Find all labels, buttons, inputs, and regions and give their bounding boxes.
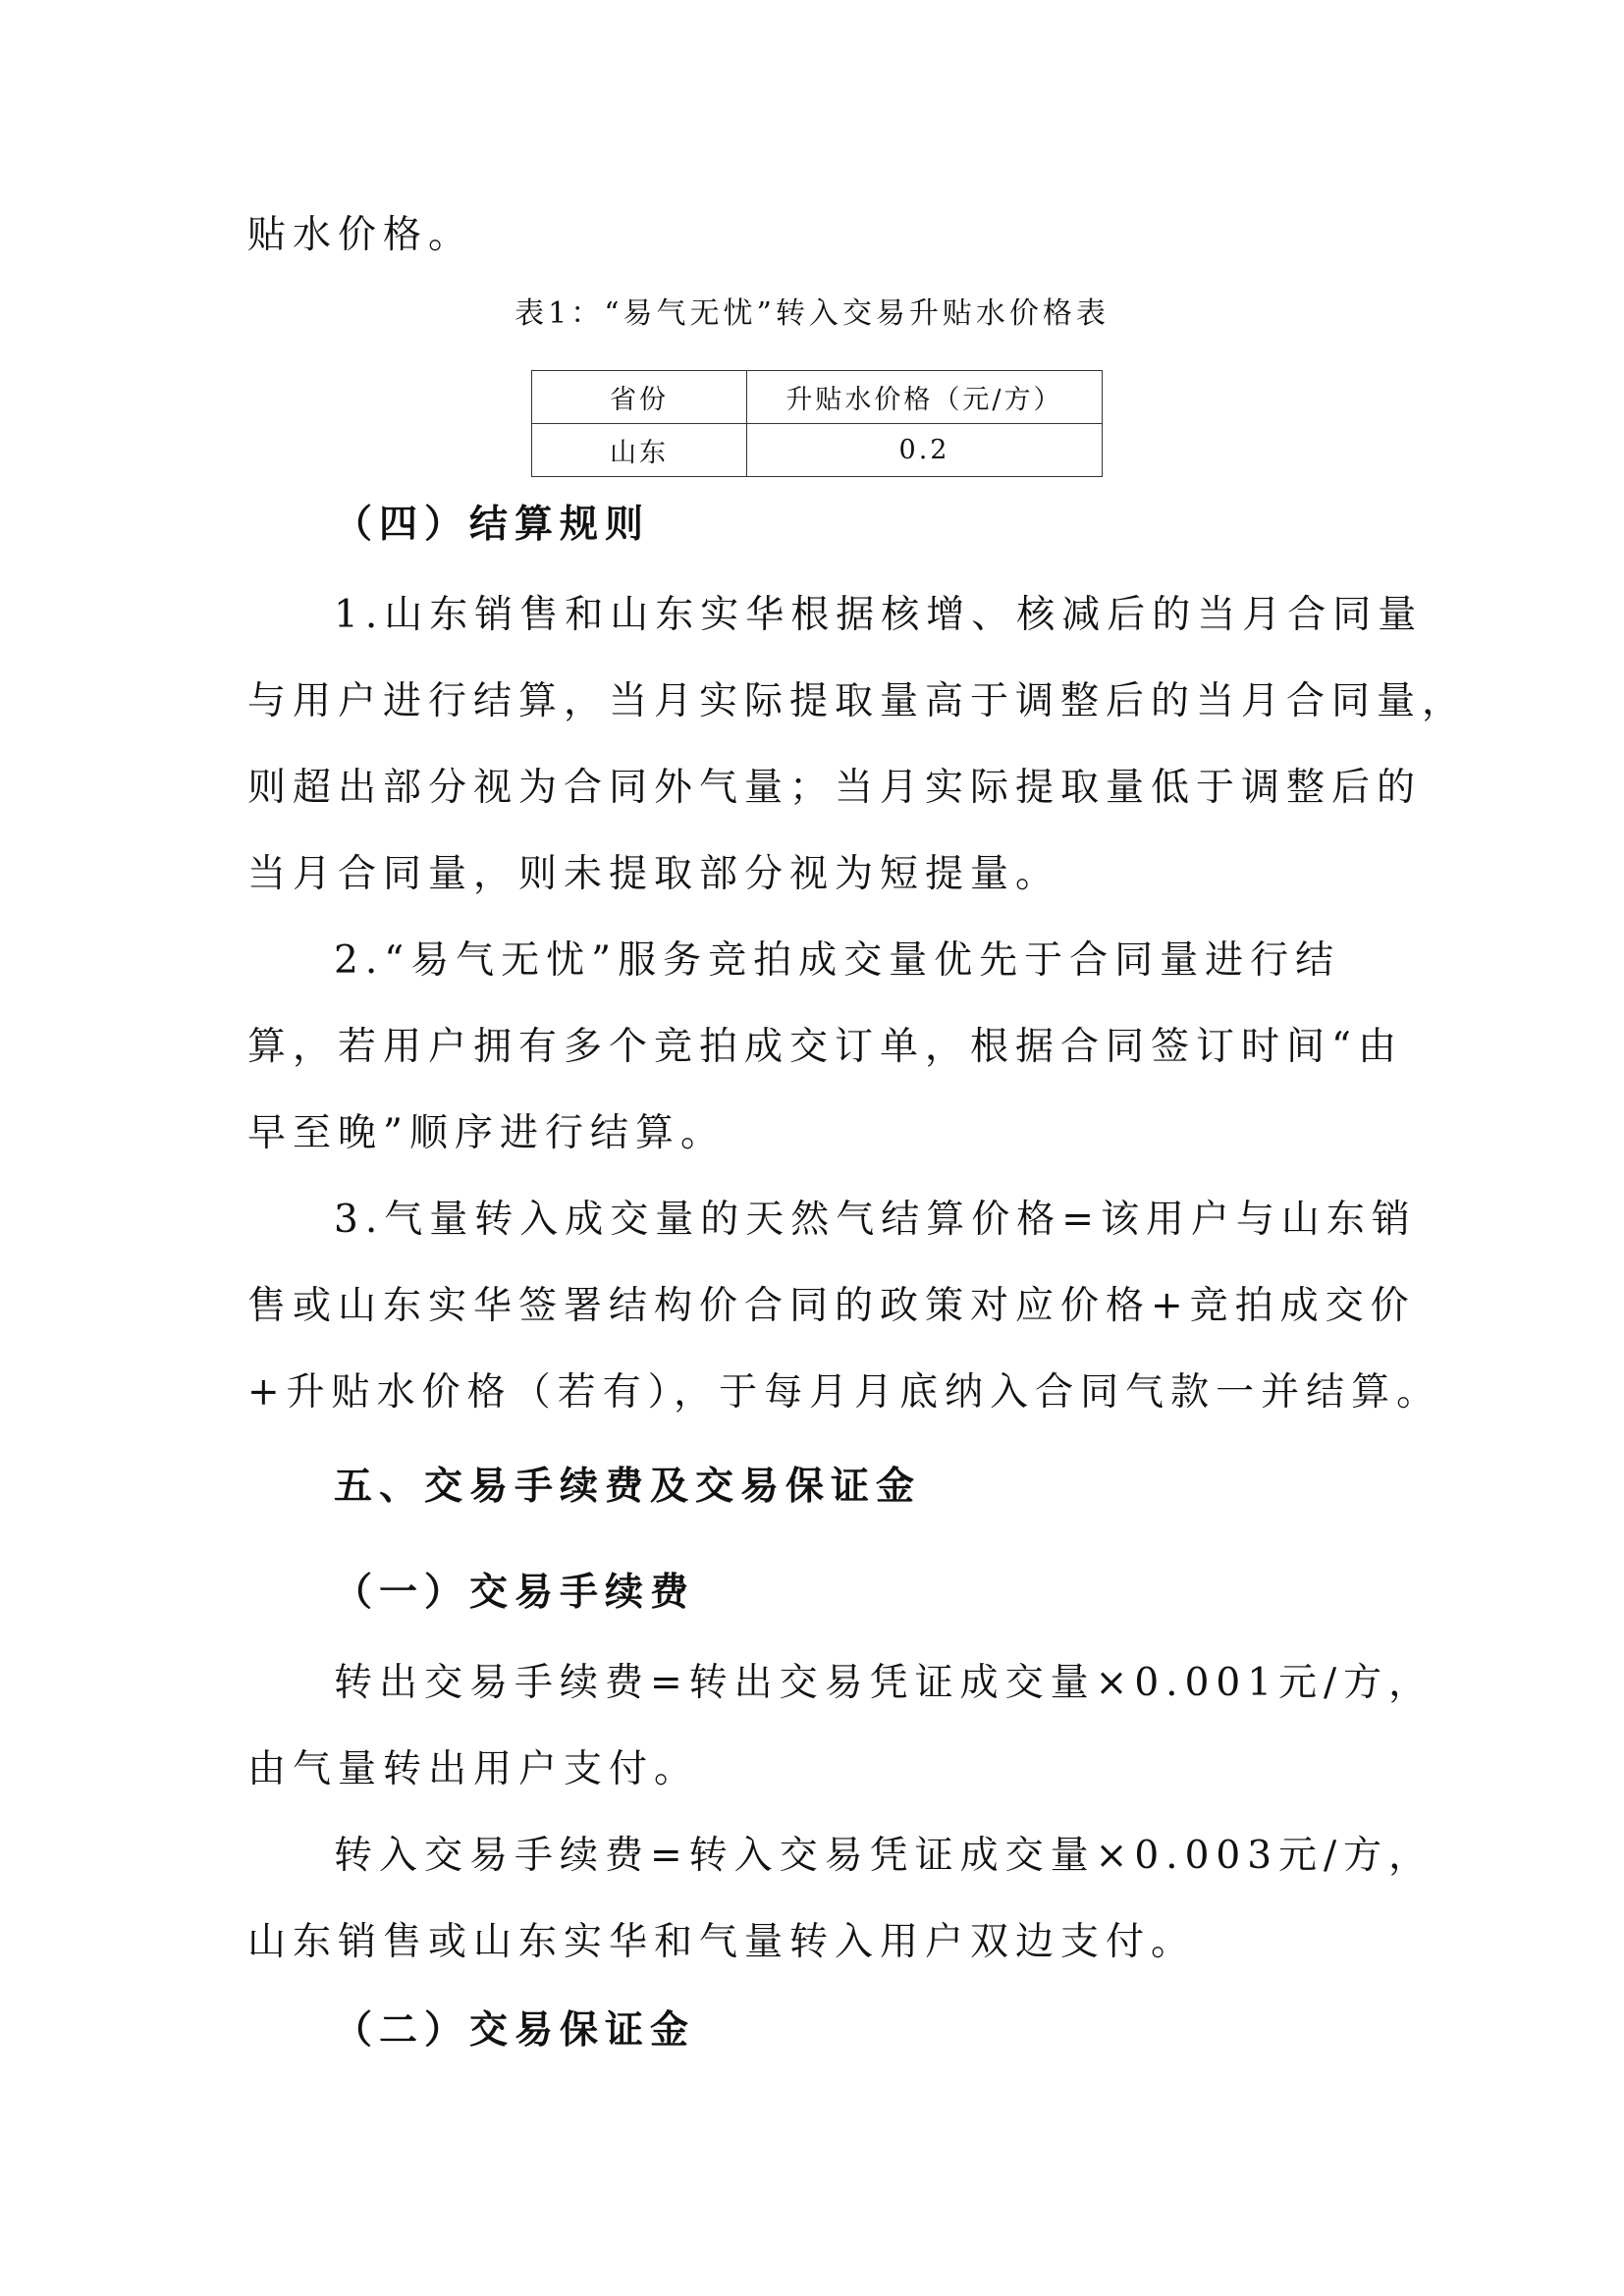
table-row xyxy=(532,424,1103,477)
text-line: 早至晚”顺序进行结算。 xyxy=(247,1111,726,1155)
table-cell: 山东 xyxy=(532,424,747,477)
text-line: 3.气量转入成交量的天然气结算价格=该用户与山东销 xyxy=(334,1198,1417,1242)
text-line: 由气量转出用户支付。 xyxy=(247,1747,700,1791)
table-header-cell: 升贴水价格（元/方） xyxy=(747,371,1103,424)
table-header-row xyxy=(532,371,1103,424)
section-heading: （四）结算规则 xyxy=(334,503,651,547)
text-line: 售或山东实华签署结构价合同的政策对应价格+竞拍成交价 xyxy=(247,1284,1416,1328)
text-line: 与用户进行结算，当月实际提取量高于调整后的当月合同量， xyxy=(247,679,1468,723)
table-cell: 0.2 xyxy=(747,424,1103,477)
text-line: +升贴水价格（若有），于每月月底纳入合同气款一并结算。 xyxy=(247,1370,1442,1415)
section-heading: 五、交易手续费及交易保证金 xyxy=(334,1465,922,1509)
text-line: 1.山东销售和山东实华根据核增、核减后的当月合同量 xyxy=(334,593,1424,637)
table-header-cell: 省份 xyxy=(532,371,747,424)
price-table xyxy=(531,370,1103,477)
text-line: 转入交易手续费=转入交易凭证成交量×0.003元/方， xyxy=(334,1834,1435,1878)
text-line: 当月合同量，则未提取部分视为短提量。 xyxy=(247,852,1061,896)
text-line: 算，若用户拥有多个竞拍成交订单，根据合同签订时间“由 xyxy=(247,1025,1403,1069)
table-caption: 表1：“易气无忧”转入交易升贴水价格表 xyxy=(514,296,1110,331)
text-line: 贴水价格。 xyxy=(247,213,474,257)
text-line: 转出交易手续费=转出交易凭证成交量×0.001元/方， xyxy=(334,1661,1435,1705)
subsection-heading: （一）交易手续费 xyxy=(334,1571,696,1615)
subsection-heading: （二）交易保证金 xyxy=(334,2008,696,2053)
text-line: 2.“易气无忧”服务竞拍成交量优先于合同量进行结 xyxy=(334,938,1341,983)
text-line: 山东销售或山东实华和气量转入用户双边支付。 xyxy=(247,1920,1197,1964)
text-line: 则超出部分视为合同外气量；当月实际提取量低于调整后的 xyxy=(247,766,1423,810)
